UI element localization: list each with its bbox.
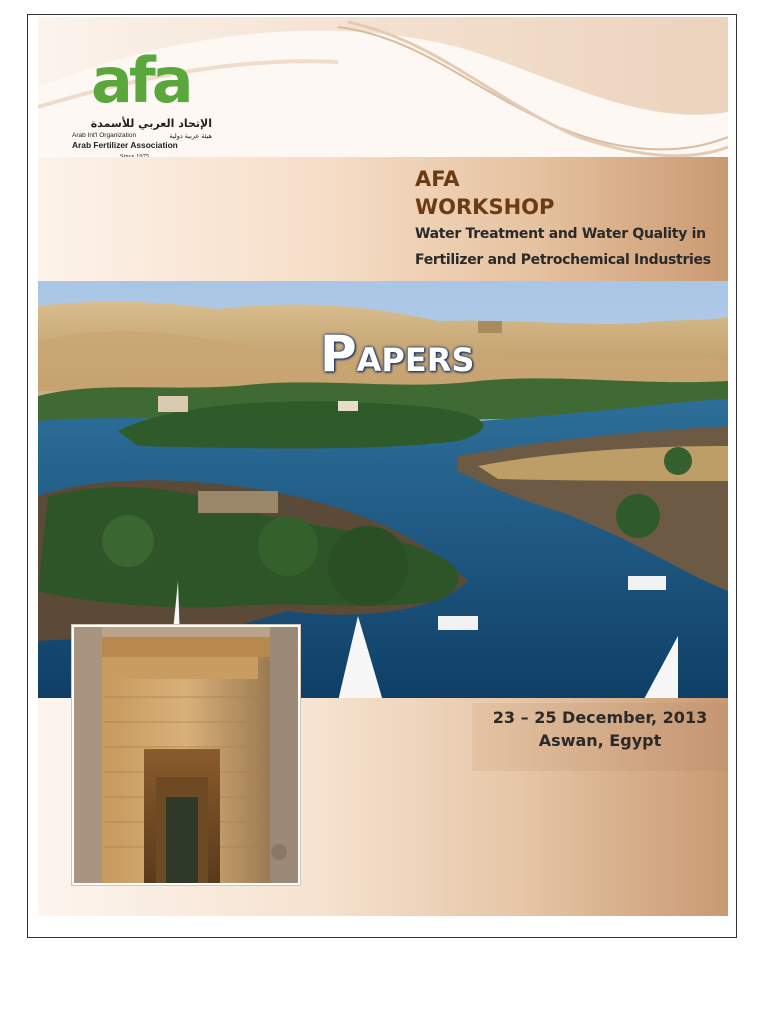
papers-initial: P xyxy=(320,325,357,383)
event-info-box xyxy=(472,703,728,771)
logo-mark: afa xyxy=(91,44,190,117)
temple-illustration xyxy=(74,627,298,883)
afa-logo xyxy=(66,44,216,160)
title-workshop: WORKSHOP xyxy=(415,195,555,219)
cover-page xyxy=(27,14,737,938)
temple-doorway-photo xyxy=(72,625,300,885)
papers-overlay-title xyxy=(320,325,475,383)
logo-org-line xyxy=(72,132,212,140)
title-afa: AFA xyxy=(415,167,460,191)
event-dates: 23 – 25 December, 2013 xyxy=(492,708,708,727)
logo-name-en: Arab Fertilizer Association xyxy=(72,140,178,150)
logo-org-en: Arab Int'l Organization xyxy=(72,132,137,139)
logo-arabic-name: الإتحاد العربي للأسمدة xyxy=(90,117,212,130)
event-location: Aswan, Egypt xyxy=(538,731,662,750)
subtitle-line-1: Water Treatment and Water Quality in xyxy=(415,226,706,242)
papers-rest: APERS xyxy=(356,341,475,379)
subtitle-line-2: Fertilizer and Petrochemical Industries xyxy=(415,252,711,268)
logo-org-ar: هيئة عربية دولية xyxy=(169,133,212,140)
title-band xyxy=(38,157,728,281)
